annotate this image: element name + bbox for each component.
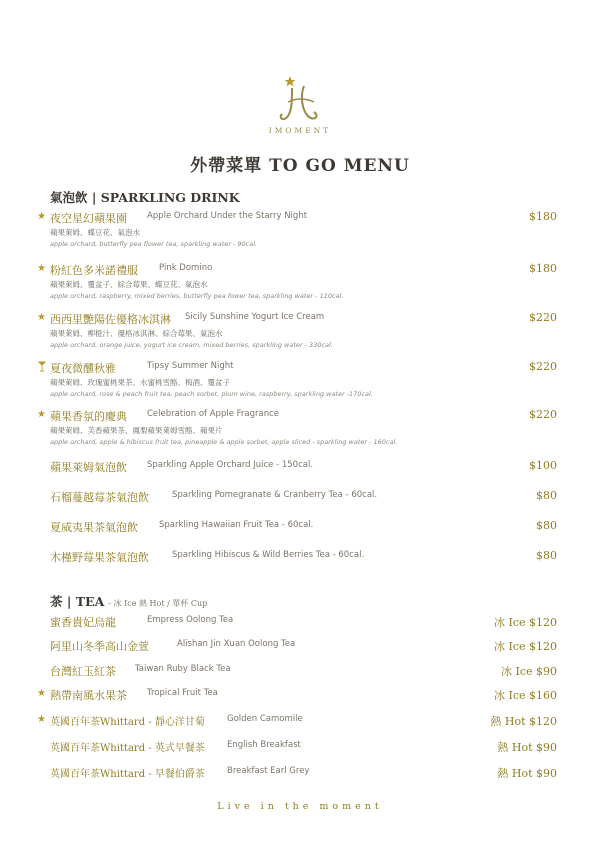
item-name-zh: 夜空星幻蘋果園 [50,212,127,225]
item-name-zh: 夏夜微醺秋雅 [50,362,116,375]
item-price: 熱 Hot $120 [490,715,557,728]
item-name-zh: 英國百年茶Whittard - 靜心洋甘菊 [50,717,205,728]
item-name-en: Breakfast Earl Grey [227,766,310,776]
item-price: 冰 Ice $90 [500,665,557,678]
item-ingredients-zh: 蘋果萊姆、蝶豆花、氣泡水 [50,228,140,237]
menu-item [37,713,557,729]
menu-item [37,210,557,248]
item-name-zh: 蘋果香氛的慶典 [50,410,127,423]
tagline: Live in the moment [217,801,383,812]
item-name-en: Sicily Sunshine Yogurt Ice Cream [185,312,325,322]
star-icon: ★ [37,714,46,725]
item-price: 冰 Ice $160 [493,689,557,702]
star-icon: ★ [37,312,46,323]
menu-item [37,549,557,565]
menu-item [37,519,557,535]
item-name-en: Tipsy Summer Night [147,361,234,371]
item-name-zh: 西西里艷陽佐優格冰淇淋 [50,313,171,326]
item-name-en: Tropical Fruit Tea [147,688,218,698]
item-name-zh: 熱帶南風水果茶 [50,689,127,702]
star-icon: ★ [37,409,46,420]
item-ingredients-en: apple orchard, apple & hibiscus fruit tea, pineapple & apple sorbet, apple sliced - sparkling water - 160cal. [50,438,398,446]
menu-item [37,459,557,475]
item-name-zh: 蘋果萊姆氣泡飲 [50,461,127,474]
item-name-zh: 粉紅色多米諾禮服 [50,264,138,277]
item-price: $80 [536,519,557,532]
item-price: 冰 Ice $120 [493,640,557,653]
menu-item [37,739,557,755]
item-ingredients-zh: 蘋果萊姆、玫瑰蜜桃果茶、水蜜桃雪酪、梅酒、覆盆子 [50,378,230,387]
item-name-en: Sparkling Hawaiian Fruit Tea - 60cal. [159,520,314,530]
section-heading-sparkling: 氣泡飲 | SPARKLING DRINK [50,190,240,205]
item-name-en: Alishan Jin Xuan Oolong Tea [177,639,296,649]
section-heading-tea-label: 茶 | TEA [50,594,105,609]
item-price: $180 [529,262,557,275]
item-price: $80 [536,489,557,502]
item-price: 冰 Ice $120 [493,616,557,629]
item-name-en: Sparkling Apple Orchard Juice - 150cal. [147,460,314,470]
item-name-en: Apple Orchard Under the Starry Night [147,211,308,221]
item-name-zh: 英國百年茶Whittard - 英式早餐茶 [50,743,205,754]
brand-name: IMOMENT [268,126,332,135]
item-ingredients-zh: 蘋果萊姆、芙香蘋果茶、鳳梨蘋果萊姆雪酪、蘋果片 [50,426,223,435]
item-price: $220 [529,360,557,373]
item-ingredients-en: apple orchard, raspberry, mixed berries, butterfly pea fower tea, sparkling water - 110cal. [50,292,344,300]
item-name-zh: 台灣紅玉紅茶 [50,665,116,678]
item-name-zh: 夏威夷果茶氣泡飲 [50,521,138,534]
item-name-en: Sparkling Hibiscus & Wild Berries Tea - 60cal. [172,550,365,560]
menu-item [37,262,557,300]
item-name-zh: 蜜香貴妃烏龍 [50,616,116,629]
imoment-logo [270,74,330,126]
item-ingredients-zh: 蘋果萊姆、覆盆子、綜合莓果、蝶豆花、氣泡水 [50,280,208,289]
item-ingredients-en: apple orchard, butterfly pea flower tea, sparkling water - 90cal. [50,240,258,248]
star-icon: ★ [37,688,46,699]
menu-title: 外帶菜單 TO GO MENU [190,156,410,176]
item-name-en: English Breakfast [227,740,301,750]
item-name-en: Taiwan Ruby Black Tea [135,664,231,674]
item-ingredients-zh: 蘋果萊姆、柳橙汁、優格冰淇淋、綜合莓果、氣泡水 [50,329,223,338]
item-name-en: Sparkling Pomegranate & Cranberry Tea - 60cal. [172,490,378,500]
item-name-en: Golden Camomile [227,714,303,724]
item-price: 熱 Hot $90 [497,767,557,780]
menu-item [37,311,557,349]
item-price: $80 [536,549,557,562]
menu-item [37,408,557,446]
item-name-zh: 木槿野莓果茶氣泡飲 [50,551,149,564]
menu-item [37,663,557,679]
item-price: $180 [529,210,557,223]
item-name-zh: 阿里山冬季高山金萱 [50,640,149,653]
item-price: $220 [529,408,557,421]
cocktail-glass-icon [37,360,47,373]
item-ingredients-en: apple orchard, orange juice, yogurt ice cream, mixed berries, sparkling water - 330cal. [50,341,333,349]
item-ingredients-en: apple orchard, rose & peach fruit tea, peach sorbet, plum wine, raspberry, sparkling water -170cal. [50,390,373,398]
menu-item [37,614,557,630]
item-name-zh: 英國百年茶Whittard - 早餐伯爵茶 [50,769,205,780]
item-name-en: Empress Oolong Tea [147,615,234,625]
item-price: 熱 Hot $90 [497,741,557,754]
item-name-en: Celebration of Apple Fragrance [147,409,279,419]
menu-item [37,638,557,654]
star-icon: ★ [37,263,46,274]
section-heading-tea [50,592,207,610]
menu-item [37,489,557,505]
item-price: $100 [529,459,557,472]
menu-item [37,687,557,703]
item-name-zh: 石榴蔓越莓茶氣泡飲 [50,491,149,504]
menu-item [37,360,557,398]
menu-item [37,765,557,781]
tea-temperature-note: - 冰 Ice 熱 Hot / 單杯 Cup [108,599,208,608]
item-name-en: Pink Domino [159,263,213,273]
item-price: $220 [529,311,557,324]
star-icon: ★ [37,211,46,222]
